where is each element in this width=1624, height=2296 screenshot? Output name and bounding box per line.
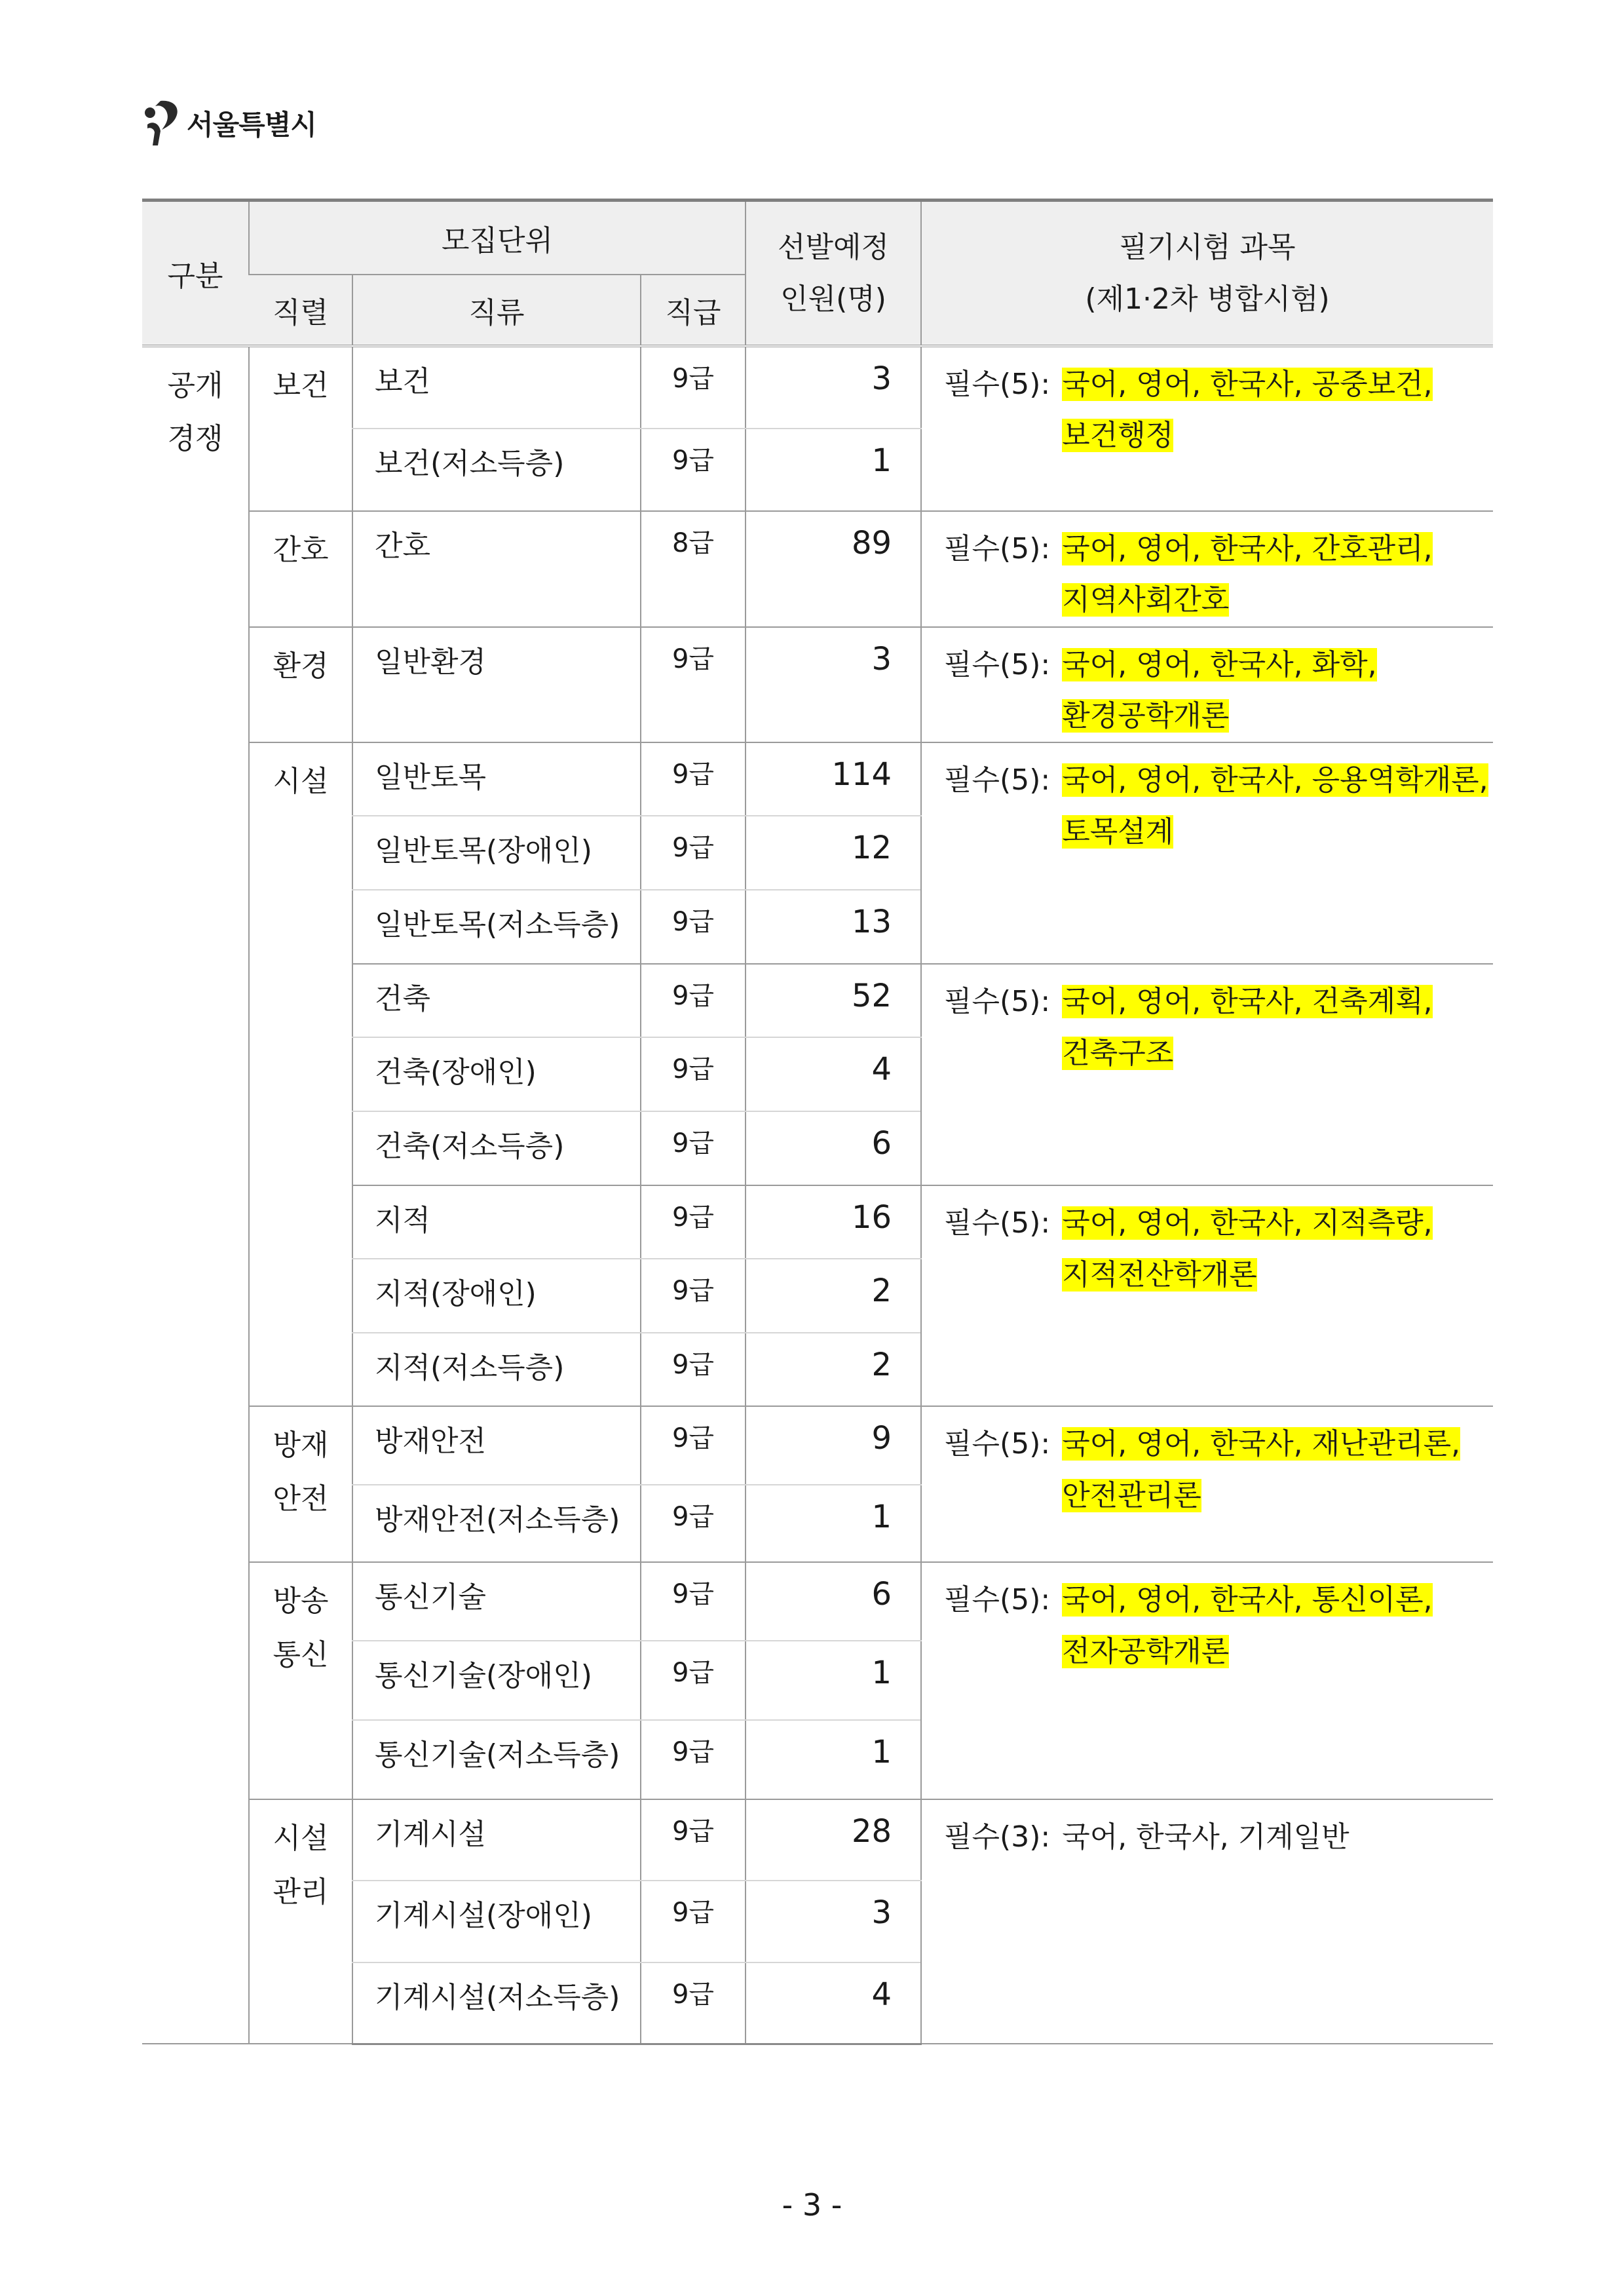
subjects-line <box>1062 1419 1460 1470</box>
grade-cell: 9급 <box>641 1037 746 1111</box>
subjects-label: 필수(5): <box>944 1206 1051 1240</box>
header-gubun: 구분 <box>142 201 249 347</box>
grade-cell: 9급 <box>641 1799 746 1881</box>
series-line: 방재 <box>273 1428 329 1463</box>
subject-text: 국어, 영어, 한국사, 건축계획, <box>1062 985 1433 1019</box>
subjects-items <box>1062 755 1488 858</box>
count-cell: 13 <box>746 890 921 964</box>
subjects-label: 필수(5): <box>944 368 1051 401</box>
category-cell: 방재안전(저소득층) <box>352 1485 641 1562</box>
table-row <box>142 511 1493 627</box>
series-cell <box>249 627 352 743</box>
grade-cell: 9급 <box>641 816 746 890</box>
subjects-label: 필수(5): <box>944 1427 1051 1461</box>
subjects-cell <box>921 1562 1493 1799</box>
section-line1: 공개 <box>167 369 223 402</box>
section-cell <box>142 346 249 2044</box>
count-cell: 52 <box>746 964 921 1037</box>
section-line2: 경쟁 <box>167 422 223 456</box>
subjects-label: 필수(5): <box>944 985 1051 1019</box>
count-cell: 6 <box>746 1111 921 1185</box>
grade-cell: 9급 <box>641 1333 746 1406</box>
subjects-items <box>1062 640 1376 742</box>
count-cell: 9 <box>746 1406 921 1485</box>
subjects-label: 필수(5): <box>944 763 1051 797</box>
subjects-content <box>944 1575 1493 1677</box>
subjects-content <box>944 976 1493 1079</box>
series-line: 안전 <box>273 1482 329 1516</box>
subject-text: 건축구조 <box>1062 1036 1174 1070</box>
subjects-cell <box>921 1799 1493 2044</box>
subjects-content <box>944 1198 1493 1301</box>
subjects-line <box>1062 807 1488 858</box>
grade-cell: 9급 <box>641 890 746 964</box>
series-line: 환경 <box>273 649 329 683</box>
category-cell: 기계시설(장애인) <box>352 1881 641 1962</box>
subjects-line <box>1062 359 1432 410</box>
subjects-line <box>1062 640 1376 691</box>
header-category: 직류 <box>352 275 641 346</box>
subject-text: 국어, 영어, 한국사, 공중보건, <box>1062 368 1433 401</box>
subject-text: 환경공학개론 <box>1062 698 1230 733</box>
category-cell: 통신기술(저소득층) <box>352 1720 641 1799</box>
header-grade: 직급 <box>641 275 746 346</box>
grade-cell: 8급 <box>641 511 746 627</box>
header-quota <box>746 201 921 347</box>
count-cell: 1 <box>746 1485 921 1562</box>
count-cell: 1 <box>746 1720 921 1799</box>
category-cell: 일반토목 <box>352 742 641 816</box>
count-cell: 6 <box>746 1562 921 1641</box>
count-cell: 16 <box>746 1185 921 1259</box>
subjects-content <box>944 755 1493 858</box>
category-cell: 기계시설 <box>352 1799 641 1881</box>
subject-text: 국어, 한국사, 기계일반 <box>1062 1820 1350 1854</box>
header-subjects <box>921 201 1493 347</box>
series-line: 관리 <box>273 1875 329 1909</box>
subjects-content <box>944 640 1493 742</box>
category-cell: 일반토목(장애인) <box>352 816 641 890</box>
subjects-line <box>1062 1198 1432 1249</box>
count-cell: 4 <box>746 1962 921 2044</box>
table-row <box>142 1406 1493 1485</box>
category-cell: 일반토목(저소득층) <box>352 890 641 964</box>
grade-cell: 9급 <box>641 1881 746 1962</box>
category-cell: 통신기술(장애인) <box>352 1641 641 1720</box>
subjects-cell <box>921 742 1493 964</box>
series-cell <box>249 1406 352 1562</box>
series-line: 방송 <box>273 1584 329 1618</box>
header-row <box>142 201 1493 275</box>
subject-text: 국어, 영어, 한국사, 응용역학개론, <box>1062 763 1488 797</box>
count-cell: 1 <box>746 1641 921 1720</box>
series-line: 시설 <box>273 765 329 799</box>
subjects-cell <box>921 511 1493 627</box>
subjects-label: 필수(3): <box>944 1820 1051 1854</box>
table-row <box>142 742 1493 816</box>
category-cell: 건축(저소득층) <box>352 1111 641 1185</box>
subjects-line <box>1062 1470 1460 1521</box>
subjects-cell <box>921 346 1493 511</box>
count-cell: 89 <box>746 511 921 627</box>
grade-cell: 9급 <box>641 964 746 1037</box>
subject-text: 국어, 영어, 한국사, 통신이론, <box>1062 1583 1433 1617</box>
subject-text: 국어, 영어, 한국사, 간호관리, <box>1062 532 1433 565</box>
subjects-items <box>1062 1198 1432 1301</box>
grade-cell: 9급 <box>641 429 746 511</box>
subject-text: 보건행정 <box>1062 419 1174 453</box>
header-series: 직렬 <box>249 275 352 346</box>
grade-cell: 9급 <box>641 1562 746 1641</box>
subject-text: 국어, 영어, 한국사, 지적측량, <box>1062 1206 1433 1240</box>
table-row <box>142 1799 1493 1881</box>
subjects-line <box>1062 410 1432 461</box>
table-header <box>142 201 1493 347</box>
count-cell: 4 <box>746 1037 921 1111</box>
series-line: 통신 <box>273 1637 329 1672</box>
count-cell: 3 <box>746 1881 921 1962</box>
subjects-cell <box>921 964 1493 1185</box>
table-body <box>142 346 1493 2044</box>
subjects-line <box>1062 755 1488 806</box>
subjects-label: 필수(5): <box>944 647 1051 681</box>
subjects-items <box>1062 976 1432 1079</box>
grade-cell: 9급 <box>641 1641 746 1720</box>
count-cell: 28 <box>746 1799 921 1881</box>
count-cell: 12 <box>746 816 921 890</box>
category-cell: 간호 <box>352 511 641 627</box>
seoul-logo-icon <box>141 98 183 148</box>
subjects-line <box>1062 1626 1432 1677</box>
count-cell: 114 <box>746 742 921 816</box>
header-unit: 모집단위 <box>249 201 746 275</box>
table-row <box>142 346 1493 429</box>
subjects-content <box>944 524 1493 626</box>
category-cell: 건축(장애인) <box>352 1037 641 1111</box>
header-quota-line1: 선발예정 <box>778 230 890 264</box>
count-cell: 2 <box>746 1333 921 1406</box>
count-cell: 3 <box>746 346 921 429</box>
category-cell: 통신기술 <box>352 1562 641 1641</box>
category-cell: 일반환경 <box>352 627 641 743</box>
subject-text: 국어, 영어, 한국사, 재난관리론, <box>1062 1427 1461 1461</box>
header-subjects-line2: (제1·2차 병합시험) <box>1085 282 1330 316</box>
subjects-line <box>1062 1028 1432 1079</box>
subjects-line <box>1062 575 1432 626</box>
header-subjects-line1: 필기시험 과목 <box>1119 230 1296 264</box>
category-cell: 방재안전 <box>352 1406 641 1485</box>
grade-cell: 9급 <box>641 1962 746 2044</box>
series-cell <box>249 1799 352 2044</box>
subject-text: 토목설계 <box>1062 814 1174 849</box>
count-cell: 3 <box>746 627 921 743</box>
category-cell: 기계시설(저소득층) <box>352 1962 641 2044</box>
header-quota-line2: 인원(명) <box>780 282 886 316</box>
category-cell: 지적(저소득층) <box>352 1333 641 1406</box>
series-cell <box>249 346 352 511</box>
grade-cell: 9급 <box>641 1406 746 1485</box>
category-cell: 지적 <box>352 1185 641 1259</box>
category-cell: 건축 <box>352 964 641 1037</box>
subjects-cell <box>921 627 1493 743</box>
count-cell: 2 <box>746 1259 921 1333</box>
grade-cell: 9급 <box>641 1485 746 1562</box>
subjects-content <box>944 1812 1493 1863</box>
recruitment-table <box>142 199 1493 2045</box>
subject-text: 지적전산학개론 <box>1062 1257 1257 1292</box>
subjects-line <box>1062 1250 1432 1301</box>
logo-text: 서울특별시 <box>187 109 316 141</box>
subjects-items <box>1062 1812 1349 1863</box>
category-cell: 보건 <box>352 346 641 429</box>
series-cell <box>249 742 352 1406</box>
subjects-items <box>1062 1419 1460 1521</box>
page-number: - 3 - <box>782 2187 842 2223</box>
category-cell: 보건(저소득층) <box>352 429 641 511</box>
subjects-items <box>1062 524 1432 626</box>
subjects-content <box>944 1419 1493 1521</box>
subjects-cell <box>921 1406 1493 1562</box>
subjects-items <box>1062 1575 1432 1677</box>
count-cell: 1 <box>746 429 921 511</box>
subjects-content <box>944 359 1493 462</box>
subject-text: 안전관리론 <box>1062 1478 1201 1512</box>
subjects-label: 필수(5): <box>944 532 1051 565</box>
grade-cell: 9급 <box>641 627 746 743</box>
series-cell <box>249 511 352 627</box>
category-cell: 지적(장애인) <box>352 1259 641 1333</box>
series-line: 간호 <box>273 533 329 567</box>
series-cell <box>249 1562 352 1799</box>
grade-cell: 9급 <box>641 1185 746 1259</box>
table-row <box>142 627 1493 743</box>
grade-cell: 9급 <box>641 346 746 429</box>
table-row <box>142 1562 1493 1641</box>
subjects-line <box>1062 1575 1432 1626</box>
subjects-label: 필수(5): <box>944 1583 1051 1617</box>
subject-text: 전자공학개론 <box>1062 1634 1230 1668</box>
subjects-line <box>1062 524 1432 575</box>
series-line: 시설 <box>273 1822 329 1856</box>
subject-text: 국어, 영어, 한국사, 화학, <box>1062 647 1377 681</box>
subjects-cell <box>921 1185 1493 1406</box>
header-logo <box>141 98 316 148</box>
subjects-line <box>1062 976 1432 1027</box>
grade-cell: 9급 <box>641 1259 746 1333</box>
grade-cell: 9급 <box>641 742 746 816</box>
grade-cell: 9급 <box>641 1720 746 1799</box>
subjects-line <box>1062 691 1376 742</box>
subjects-items <box>1062 359 1432 462</box>
series-line: 보건 <box>273 369 329 402</box>
subject-text: 지역사회간호 <box>1062 583 1230 617</box>
subjects-line <box>1062 1812 1349 1863</box>
grade-cell: 9급 <box>641 1111 746 1185</box>
